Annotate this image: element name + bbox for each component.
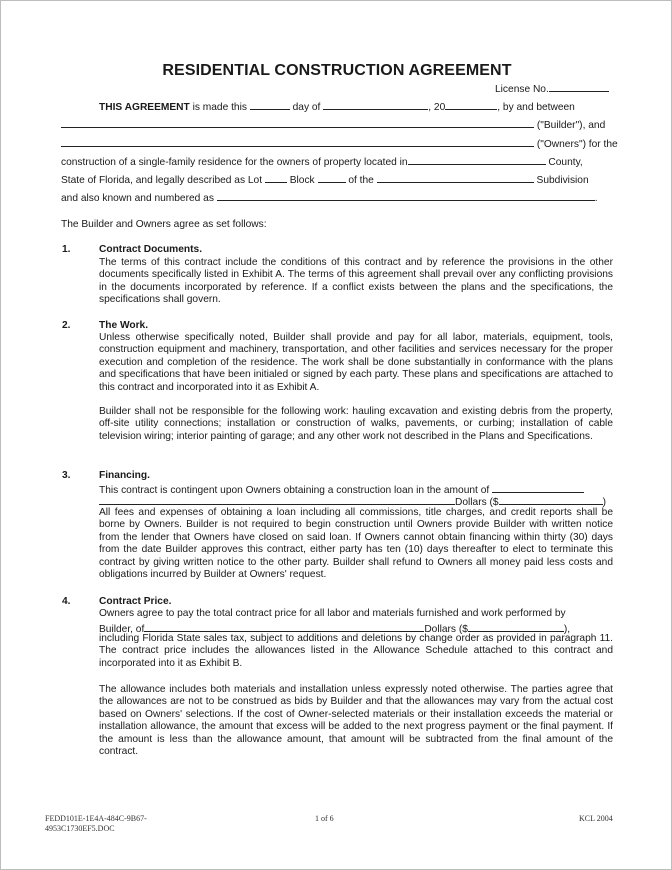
section-2-paragraph-1: Unless otherwise specifically noted, Builder shall provide and pay for all labor, materials, equipment, tools, construction equipment and machinery, transportation, and other facilities and services necessary for the proper execution and completion of the residence. The work shall be done substantially in conformance with the plans and specifications that have been initialed or signed by each party. These plans and specifications are attached to this contract and incorporated into it as Exhibit A.: [99, 332, 613, 393]
section-3-number: 3.: [62, 470, 71, 481]
price-close-paren: ),: [563, 624, 571, 635]
loan-amount-words-blank-2[interactable]: [99, 494, 455, 505]
license-line: [495, 81, 609, 96]
year-prefix: , 20: [428, 102, 446, 113]
lot-blank[interactable]: [265, 172, 287, 183]
owners-name-blank[interactable]: [61, 136, 534, 147]
license-number-blank[interactable]: [549, 81, 609, 92]
footer-doc-id-line-2: 4953C1730EF5.DOC: [45, 824, 115, 833]
builder-line: [61, 117, 605, 132]
address-blank[interactable]: [217, 190, 595, 201]
agree-line: The Builder and Owners agree as set follows:: [61, 219, 267, 230]
loan-amount-words-blank-1[interactable]: [492, 482, 584, 493]
construction-text: construction of a single-family residence for the owners of property located in: [61, 157, 408, 168]
section-4-paragraph-2: The allowance includes both materials and installation unless expressly noted otherwise. The parties agree that the allowances are not to be construed as bids by Builder and that the allowances may vary from the actual cost based on Owners' selections. If the cost of Owner-selected materials or their installation exceeds the material or installation allowance, the amount that excess will be added to the next progress payment or the final payment. If the amount is less than the allowance amount, that amount will be subtracted from the final amount of the contract.: [99, 684, 613, 758]
section-1-number: 1.: [62, 244, 71, 255]
financing-close-paren: ): [602, 497, 606, 508]
construction-line: [61, 154, 583, 169]
loan-amount-number-blank[interactable]: [499, 494, 603, 505]
page-title: RESIDENTIAL CONSTRUCTION AGREEMENT: [162, 62, 512, 79]
subdivision-blank[interactable]: [377, 172, 534, 183]
section-3-title: Financing.: [99, 470, 150, 481]
section-2-paragraph-2: Builder shall not be responsible for the following work: hauling excavation and existing debris from the property, off-site utility connections; installation or construction of walks, pavements, or curbing; installation of cable television wiring; interior painting of garage; and any other work not described in the Plans and Specifications.: [99, 406, 613, 442]
block-text: Block: [289, 175, 315, 186]
section-1-paragraph-1: The terms of this contract include the conditions of this contract and by reference the provisions in the other documents specifically listed in Exhibit A. The terms of this agreement shall prevail over any conflicting provisions in the documents incorporated by reference. If a conflict exists between the plans and the specifications, the specifications shall govern.: [99, 257, 613, 306]
section-4-paragraph-1: including Florida State sales tax, subject to additions and deletions by change order as provided in paragraph 11. The contract price includes the allowances listed in the Allowance Schedule attached to this contract and incorporated into it as Exhibit B.: [99, 633, 613, 669]
price-words-blank[interactable]: [144, 621, 424, 632]
owners-line: [61, 136, 618, 151]
state-text: State of Florida, and legally described as Lot: [61, 175, 263, 186]
section-2-number: 2.: [62, 320, 71, 331]
county-blank[interactable]: [408, 154, 546, 165]
made-this-text: is made this: [192, 102, 247, 113]
section-4-title: Contract Price.: [99, 596, 172, 607]
owners-tag: ("Owners") for the: [536, 139, 618, 150]
known-as-period: .: [594, 193, 598, 204]
day-of-text: day of: [292, 102, 321, 113]
price-dollars: Dollars ($: [424, 624, 468, 635]
price-line-1: Owners agree to pay the total contract price for all labor and materials furnished and work performed by: [99, 608, 566, 619]
agreement-lead: THIS AGREEMENT: [99, 102, 190, 113]
year-blank[interactable]: [445, 99, 497, 110]
footer-page-number: 1 of 6: [315, 814, 334, 823]
block-blank[interactable]: [318, 172, 346, 183]
price-builder-of: Builder, of: [99, 624, 145, 635]
footer-code: KCL 2004: [579, 814, 613, 823]
financing-text: This contract is contingent upon Owners obtaining a construction loan in the amount of: [99, 485, 490, 496]
footer-doc-id: [45, 814, 147, 834]
known-as-line: [61, 190, 598, 205]
county-text: County,: [548, 157, 583, 168]
section-3-paragraph-1: All fees and expenses of obtaining a loan including all commissions, title charges, and credit reports shall be borne by Owners. Builder is not required to begin construction until Owners provide Builder with written notice from the lender that Owners have closed on said loan. If Owners cannot obtain financing within thirty (30) days from the date Builder approves this contract, either party has ten (10) days thereafter to elect to terminate this contract by giving written notice to the other party. Builder shall refund to Owners all money paid less costs and obligations incurred by Builder at Owners' request.: [99, 507, 613, 581]
agreement-line: [99, 99, 575, 114]
section-4-number: 4.: [62, 596, 71, 607]
state-line: [61, 172, 589, 187]
footer-doc-id-line-1: FEDD101E-1E4A-484C-9B67-: [45, 814, 147, 823]
of-the-text: of the: [348, 175, 374, 186]
section-2-title: The Work.: [99, 320, 149, 331]
license-label: License No.: [495, 84, 549, 95]
builder-tag: ("Builder"), and: [536, 120, 606, 131]
known-as-text: and also known and numbered as: [61, 193, 214, 204]
by-between-text: , by and between: [497, 102, 575, 113]
subdivision-text: Subdivision: [536, 175, 589, 186]
financing-dollars: Dollars ($: [455, 497, 499, 508]
day-blank[interactable]: [250, 99, 290, 110]
price-number-blank[interactable]: [468, 621, 564, 632]
month-blank[interactable]: [323, 99, 428, 110]
section-1-title: Contract Documents.: [99, 244, 203, 255]
builder-name-blank[interactable]: [61, 117, 534, 128]
